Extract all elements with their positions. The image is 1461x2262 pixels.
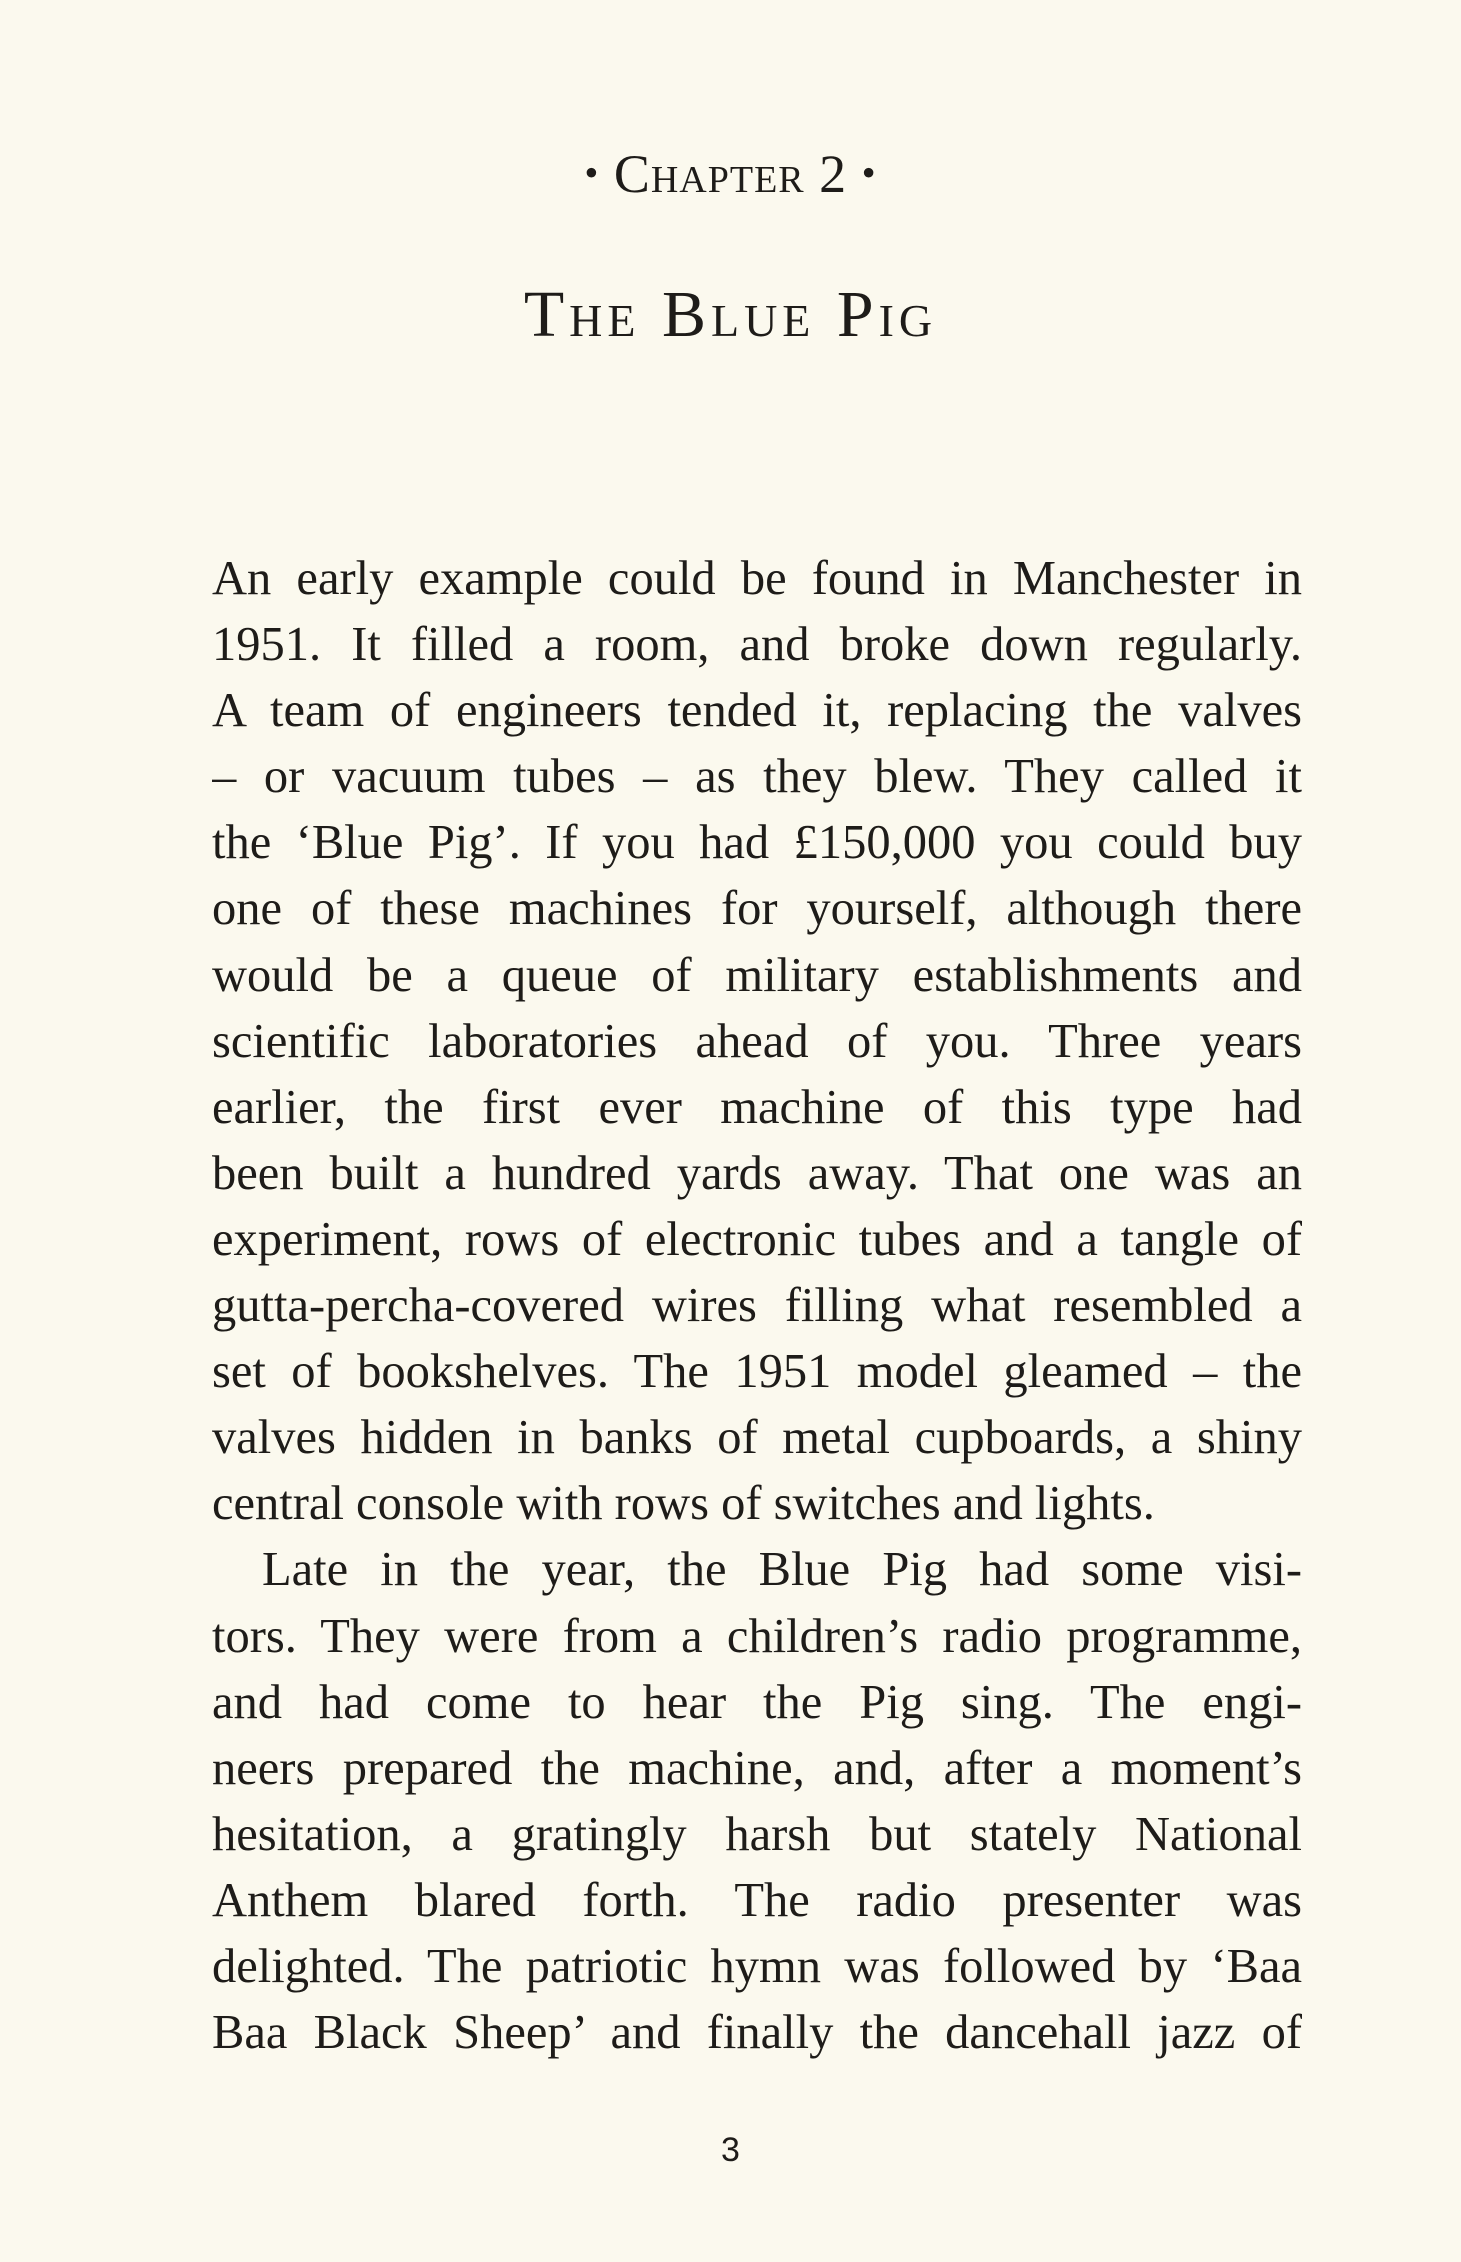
chapter-heading: [0, 138, 1461, 209]
paragraph-1: [212, 546, 1302, 1537]
paragraph-2: [212, 1537, 1302, 2066]
page-number: 3: [721, 2131, 740, 2169]
text-line: the ‘Blue Pig’. If you had £150,000 you could buy: [212, 816, 1302, 870]
body-text: [212, 546, 1302, 2066]
text-line: central console with rows of switches and lights.: [212, 1477, 1155, 1531]
chapter-bullet-left: •: [584, 150, 600, 195]
text-line: been built a hundred yards away. That one was an: [212, 1146, 1302, 1200]
text-line: one of these machines for yourself, although there: [212, 882, 1302, 936]
text-line: experiment, rows of electronic tubes and a tangle of: [212, 1212, 1302, 1266]
text-line: gutta-percha-covered wires filling what resembled a: [212, 1279, 1302, 1333]
chapter-label: Chapter: [613, 144, 805, 204]
text-line: earlier, the first ever machine of this type had: [212, 1080, 1302, 1134]
text-line: Baa Black Sheep’ and finally the dancehall jazz of: [212, 2006, 1302, 2060]
text-line: would be a queue of military establishments and: [212, 948, 1302, 1002]
text-line: hesitation, a gratingly harsh but stately National: [212, 1807, 1302, 1861]
chapter-bullet-right: •: [861, 150, 877, 195]
text-line: – or vacuum tubes – as they blew. They called it: [212, 750, 1302, 804]
text-line: Anthem blared forth. The radio presenter was: [212, 1873, 1302, 1927]
text-line: and had come to hear the Pig sing. The engi-: [212, 1675, 1302, 1729]
text-line: delighted. The patriotic hymn was followed by ‘Baa: [212, 1939, 1302, 1993]
text-line: A team of engineers tended it, replacing the valves: [212, 684, 1302, 738]
text-line: scientific laboratories ahead of you. Three years: [212, 1014, 1302, 1068]
text-line: 1951. It filled a room, and broke down regularly.: [212, 618, 1302, 672]
text-line: Late in the year, the Blue Pig had some visi-: [262, 1543, 1302, 1597]
chapter-title: The Blue Pig: [523, 278, 938, 351]
text-line: tors. They were from a children’s radio programme,: [212, 1609, 1302, 1663]
text-line: set of bookshelves. The 1951 model gleamed – the: [212, 1345, 1302, 1399]
text-line: valves hidden in banks of metal cupboards, a shiny: [212, 1411, 1302, 1465]
text-line: neers prepared the machine, and, after a moment’s: [212, 1741, 1302, 1795]
chapter-number: 2: [819, 144, 848, 204]
text-line: An early example could be found in Manchester in: [212, 552, 1302, 605]
